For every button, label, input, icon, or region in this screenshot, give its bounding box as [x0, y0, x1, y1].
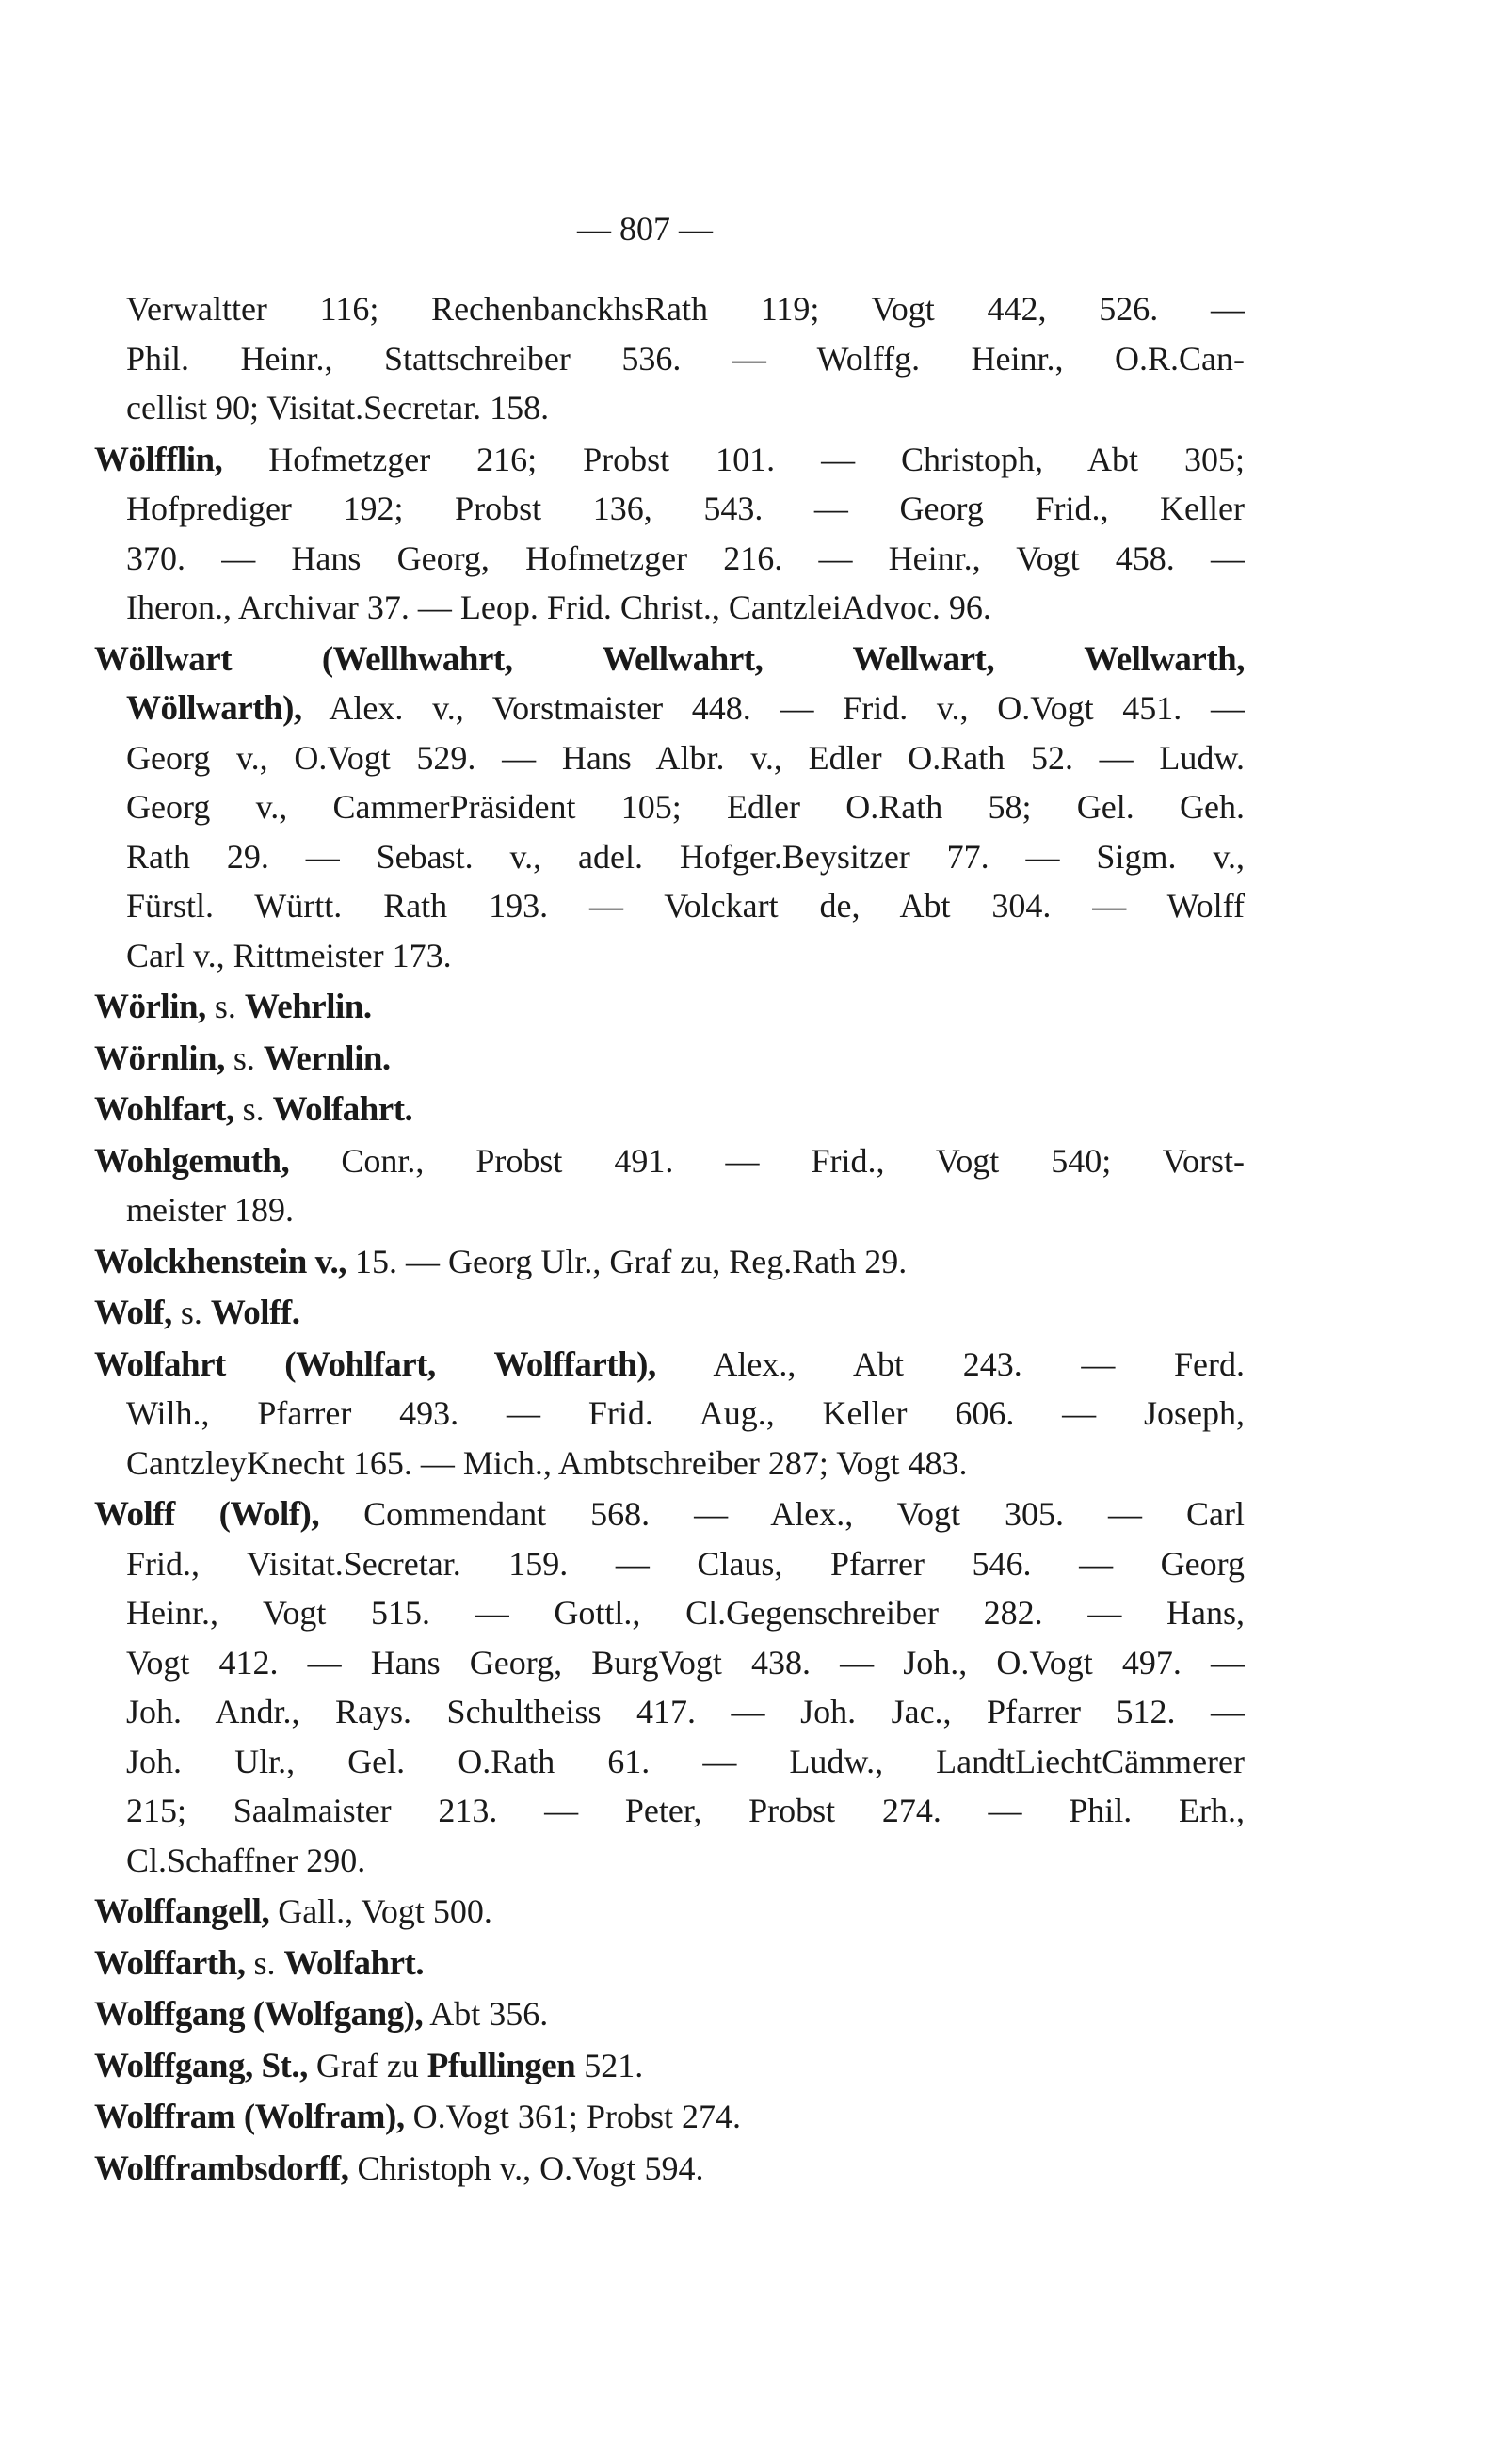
text-line	[94, 1439, 1245, 1488]
index-entry	[94, 1288, 1245, 1338]
page-number: — 807 —	[577, 210, 713, 248]
index-entry	[94, 2144, 1245, 2194]
text-line	[94, 684, 1245, 733]
entry-text: 370. — Hans Georg, Hofmetzger 216. — Heinr., Vogt 458. —	[126, 539, 1245, 577]
entry-text: Abt 356.	[423, 1995, 549, 2033]
text-line	[94, 1588, 1245, 1638]
text-line	[94, 782, 1245, 832]
index-entry	[94, 1237, 1245, 1287]
text-line	[94, 1085, 1245, 1134]
text-line	[94, 1185, 1245, 1235]
text-line	[94, 534, 1245, 584]
headword: Wolffram (Wolfram),	[94, 2098, 405, 2136]
entry-text: Graf zu	[307, 2046, 427, 2084]
index-entry	[94, 1489, 1245, 1885]
index-entry	[94, 1340, 1245, 1488]
index-entry	[94, 1136, 1245, 1235]
entry-text: Wilh., Pfarrer 493. — Frid. Aug., Keller 606. — Joseph,	[126, 1394, 1245, 1432]
text-line	[94, 1638, 1245, 1688]
text-line	[94, 1034, 1245, 1084]
text-line	[94, 1389, 1245, 1439]
text-line	[94, 583, 1245, 633]
text-line	[94, 832, 1245, 882]
entry-text: Vogt 412. — Hans Georg, BurgVogt 438. — Joh., O.Vogt 497. —	[126, 1643, 1245, 1682]
headword: Wolffgang, St.,	[94, 2046, 308, 2085]
headword: Wolffgang (Wolfgang),	[94, 1995, 424, 2034]
entry-text: s.	[245, 1943, 284, 1982]
entry-text: Fürstl. Württ. Rath 193. — Volckart de, Abt 304. — Wolff	[126, 887, 1245, 925]
text-line	[94, 334, 1245, 384]
text-line	[94, 1687, 1245, 1737]
entry-text: cellist 90; Visitat.Secretar. 158.	[126, 389, 550, 426]
headword: Wölfflin,	[94, 440, 223, 479]
entry-text: Phil. Heinr., Stattschreiber 536. — Wolffg. Heinr., O.R.Can-	[126, 339, 1245, 378]
entry-text: meister 189.	[126, 1191, 294, 1229]
entry-text: CantzleyKnecht 165. — Mich., Ambtschreiber 287; Vogt 483.	[126, 1443, 968, 1482]
text-line	[94, 284, 1245, 334]
entry-text: Gall., Vogt 500.	[269, 1892, 492, 1930]
index-entry	[94, 982, 1245, 1032]
entry-text: s.	[171, 1294, 211, 1331]
text-line	[94, 931, 1245, 981]
headword: Wolckhenstein v.,	[94, 1242, 347, 1281]
headword: Wohlgemuth,	[94, 1141, 290, 1181]
headword: Wolffarth,	[94, 1943, 246, 1983]
text-line	[94, 1989, 1245, 2039]
text-line	[94, 2041, 1245, 2091]
text-line	[94, 2144, 1245, 2194]
entry-text: Georg v., CammerPräsident 105; Edler O.Rath 58; Gel. Geh.	[126, 788, 1245, 826]
index-entry	[94, 2092, 1245, 2142]
headword: Wörlin,	[94, 988, 206, 1026]
entry-text: 521.	[575, 2046, 644, 2084]
headword: Wehrlin.	[244, 988, 372, 1026]
entry-text: Conr., Probst 491. — Frid., Vogt 540; Vorst-	[289, 1141, 1245, 1180]
entry-text: Alex. v., Vorstmaister 448. — Frid. v., O.Vogt 451. —	[301, 689, 1245, 727]
entry-text: Georg v., O.Vogt 529. — Hans Albr. v., Edler O.Rath 52. — Ludw.	[126, 738, 1245, 777]
entry-text: s.	[205, 988, 245, 1025]
headword: Wöllwarth),	[126, 689, 302, 728]
index-entry	[94, 2041, 1245, 2091]
text-line	[94, 1288, 1245, 1338]
entry-text: Alex., Abt 243. — Ferd.	[655, 1344, 1245, 1383]
entry-text: s.	[233, 1090, 273, 1128]
index-entry	[94, 1887, 1245, 1937]
index-entry	[94, 1085, 1245, 1134]
entry-text: Hofprediger 192; Probst 136, 543. — Georg Frid., Keller	[126, 490, 1245, 527]
index-entries	[94, 284, 1245, 2195]
text-line	[94, 1836, 1245, 1886]
headword: Wolfahrt (Wohlfart, Wolffarth),	[94, 1344, 656, 1384]
headword: Wolfahrt.	[283, 1943, 425, 1983]
entry-text: Cl.Schaffner 290.	[126, 1841, 366, 1879]
text-line	[94, 2092, 1245, 2142]
text-line	[94, 1887, 1245, 1937]
text-line	[94, 635, 1245, 684]
index-entry	[94, 1989, 1245, 2039]
text-line	[94, 1786, 1245, 1836]
headword: Wohlfart,	[94, 1090, 234, 1129]
index-entry	[94, 435, 1245, 633]
entry-text: Carl v., Rittmeister 173.	[126, 936, 452, 974]
headword: Wolff.	[210, 1294, 300, 1332]
text-line	[94, 1136, 1245, 1186]
entry-text: Joh. Ulr., Gel. O.Rath 61. — Ludw., LandtLiechtCämmerer	[126, 1742, 1245, 1780]
entry-text: s.	[224, 1038, 264, 1077]
headword: Wörnlin,	[94, 1038, 225, 1078]
text-line	[94, 733, 1245, 783]
entry-text: Christoph v., O.Vogt 594.	[348, 2148, 704, 2187]
headword: Wöllwart (Wellhwahrt, Wellwahrt, Wellwart, Wellwarth,	[94, 639, 1245, 679]
headword: Wolf,	[94, 1294, 172, 1332]
entry-text: Hofmetzger 216; Probst 101. — Christoph, Abt 305;	[222, 440, 1245, 478]
text-line	[94, 1237, 1245, 1287]
entry-text: Heinr., Vogt 515. — Gottl., Cl.Gegenschreiber 282. — Hans,	[126, 1594, 1245, 1632]
entry-text: Verwaltter 116; RechenbanckhsRath 119; Vogt 442, 526. —	[126, 290, 1245, 328]
headword: Wolfframbsdorff,	[94, 2148, 349, 2188]
entry-text: O.Vogt 361; Probst 274.	[404, 2098, 741, 2135]
index-entry-continued	[94, 284, 1245, 433]
entry-text: 215; Saalmaister 213. — Peter, Probst 274. — Phil. Erh.,	[126, 1792, 1245, 1829]
text-line	[94, 1539, 1245, 1589]
headword: Wernlin.	[263, 1038, 391, 1078]
index-entry	[94, 1939, 1245, 1988]
entry-text: 15. — Georg Ulr., Graf zu, Reg.Rath 29.	[346, 1242, 908, 1280]
entry-text: Rath 29. — Sebast. v., adel. Hofger.Beysitzer 77. — Sigm. v.,	[126, 837, 1245, 876]
entry-text: Joh. Andr., Rays. Schultheiss 417. — Joh. Jac., Pfarrer 512. —	[126, 1693, 1245, 1730]
index-entry	[94, 635, 1245, 981]
entry-text: Iheron., Archivar 37. — Leop. Frid. Christ., CantzleiAdvoc. 96.	[126, 588, 991, 626]
text-line	[94, 1340, 1245, 1390]
headword: Wolfahrt.	[272, 1090, 413, 1129]
headword: Wolffangell,	[94, 1892, 270, 1931]
text-line	[94, 484, 1245, 534]
text-line	[94, 383, 1245, 433]
text-line	[94, 1489, 1245, 1539]
headword: Wolff (Wolf),	[94, 1495, 320, 1534]
text-line	[94, 1939, 1245, 1988]
entry-text: Commendant 568. — Alex., Vogt 305. — Carl	[319, 1495, 1245, 1533]
text-line	[94, 1737, 1245, 1787]
text-line	[94, 435, 1245, 485]
text-line	[94, 881, 1245, 931]
entry-text: Frid., Visitat.Secretar. 159. — Claus, Pfarrer 546. — Georg	[126, 1544, 1245, 1583]
index-entry	[94, 1034, 1245, 1084]
headword: Pfullingen	[426, 2046, 576, 2085]
text-line	[94, 982, 1245, 1032]
